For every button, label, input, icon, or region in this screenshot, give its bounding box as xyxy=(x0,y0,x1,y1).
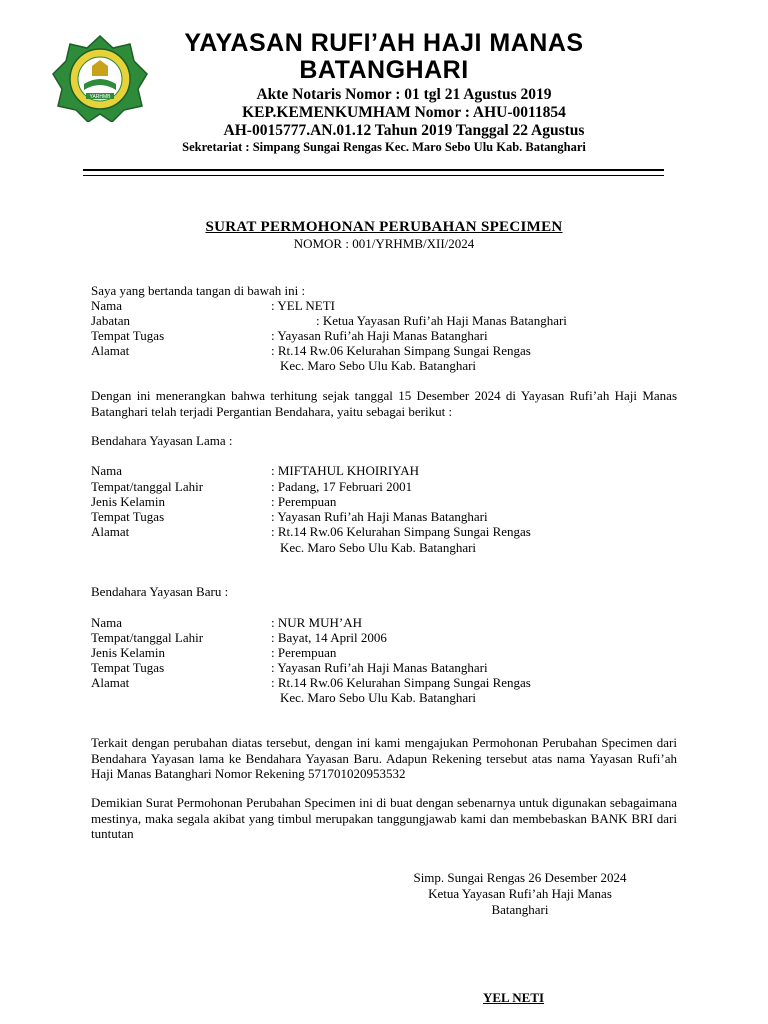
new-label-gender: Jenis Kelamin xyxy=(91,645,166,660)
signer-value-name: : YEL NETI xyxy=(271,298,336,313)
new-treasurer-heading: Bendahara Yayasan Baru : xyxy=(91,584,229,599)
old-treasurer-heading: Bendahara Yayasan Lama : xyxy=(91,433,233,448)
old-value-birth: : Padang, 17 Februari 2001 xyxy=(271,479,413,494)
new-label-birth: Tempat/tanggal Lahir xyxy=(91,630,204,645)
signature-position-cont: Batanghari xyxy=(491,902,549,917)
signature-position: Ketua Yayasan Rufi’ah Haji Manas xyxy=(428,886,612,901)
signer-value-address: : Rt.14 Rw.06 Kelurahan Simpang Sungai Rengas xyxy=(271,343,531,358)
new-label-name: Nama xyxy=(91,615,123,630)
old-label-address: Alamat xyxy=(91,524,130,539)
registration-line: AH-0015777.AN.01.12 Tahun 2019 Tanggal 22 Agustus xyxy=(223,122,585,139)
old-value-gender: : Perempuan xyxy=(271,494,337,509)
new-label-workplace: Tempat Tugas xyxy=(91,660,165,675)
secretariat-address: Sekretariat : Simpang Sungai Rengas Kec. Maro Sebo Ulu Kab. Batanghari xyxy=(182,140,586,154)
new-value-birth: : Bayat, 14 April 2006 xyxy=(271,630,387,645)
header-divider-thin xyxy=(83,175,664,176)
intro-text: Saya yang bertanda tangan di bawah ini : xyxy=(91,283,306,298)
new-value-address: : Rt.14 Rw.06 Kelurahan Simpang Sungai Rengas xyxy=(271,675,531,690)
signer-label-position: Jabatan xyxy=(91,313,130,328)
request-paragraph: Terkait dengan perubahan diatas tersebut, dengan ini kami mengajukan Permohonan Perubahan Specimen dari Bendahara Yayasan lama ke Bendahara Yayasan Baru. Adapun Rekening tersebut atas nama Yayasan Rufi’ah Haji Manas Batanghari Nomor Rekening 57170102095353​2 xyxy=(91,735,677,781)
old-label-workplace: Tempat Tugas xyxy=(91,509,165,524)
signer-label-workplace: Tempat Tugas xyxy=(91,328,165,343)
old-label-name: Nama xyxy=(91,463,123,478)
logo-text: YARHMB xyxy=(89,94,111,100)
old-label-birth: Tempat/tanggal Lahir xyxy=(91,479,204,494)
signature-place-date: Simp. Sungai Rengas 26 Desember 2024 xyxy=(413,870,627,885)
old-value-workplace: : Yayasan Rufi’ah Haji Manas Batanghari xyxy=(271,509,488,524)
letter-title: SURAT PERMOHONAN PERUBAHAN SPECIMEN xyxy=(205,219,563,235)
signer-value-address-cont: Kec. Maro Sebo Ulu Kab. Batanghari xyxy=(280,358,477,373)
old-value-name: : MIFTAHUL KHOIRIYAH xyxy=(271,463,419,478)
signature-name: YEL NETI xyxy=(483,990,545,1005)
old-value-address: : Rt.14 Rw.06 Kelurahan Simpang Sungai Rengas xyxy=(271,524,531,539)
signer-value-workplace: : Yayasan Rufi’ah Haji Manas Batanghari xyxy=(271,328,488,343)
ministry-decree-line: KEP.KEMENKUMHAM Nomor : AHU-0011854 xyxy=(242,104,566,121)
signer-label-name: Nama xyxy=(91,298,123,313)
new-value-workplace: : Yayasan Rufi’ah Haji Manas Batanghari xyxy=(271,660,488,675)
signer-label-address: Alamat xyxy=(91,343,130,358)
new-value-gender: : Perempuan xyxy=(271,645,337,660)
organization-name: YAYASAN RUFI’AH HAJI MANAS BATANGHARI xyxy=(184,29,584,84)
notary-deed-line: Akte Notaris Nomor : 01 tgl 21 Agustus 2019 xyxy=(256,86,552,103)
new-label-address: Alamat xyxy=(91,675,130,690)
signer-value-position: : Ketua Yayasan Rufi’ah Haji Manas Batanghari xyxy=(316,313,567,328)
new-value-address-cont: Kec. Maro Sebo Ulu Kab. Batanghari xyxy=(280,690,477,705)
header-divider-thick xyxy=(83,169,664,171)
closing-paragraph: Demikian Surat Permohonan Perubahan Specimen ini di buat dengan sebenarnya untuk digunakan sebagaimana mestinya, maka segala akibat yang timbul merupakan tanggungjawab kami dan membebaskan BANK BRI dari tuntutan xyxy=(91,795,677,841)
statement-paragraph: Dengan ini menerangkan bahwa terhitung sejak tanggal 15 Desember 2024 di Yayasan Rufi’ah Haji Manas Batanghari telah terjadi Pergantian Bendahara, yaitu sebagai berikut : xyxy=(91,388,677,419)
letter-number: NOMOR : 001/YRHMB/XII/2024 xyxy=(293,236,475,251)
old-label-gender: Jenis Kelamin xyxy=(91,494,166,509)
new-value-name: : NUR MUH’AH xyxy=(271,615,362,630)
old-value-address-cont: Kec. Maro Sebo Ulu Kab. Batanghari xyxy=(280,540,477,555)
